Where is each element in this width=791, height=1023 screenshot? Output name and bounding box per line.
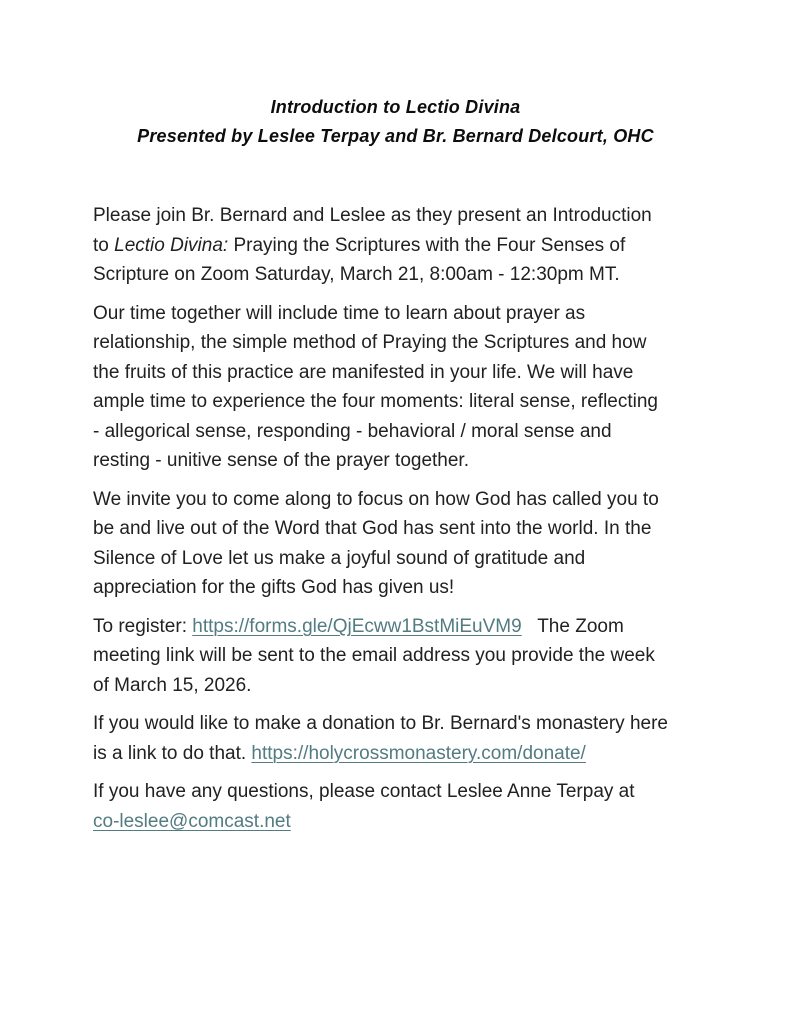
text-span: If you would like to make a donation to Br. Bernard's monastery here — [93, 713, 668, 734]
text-line — [93, 417, 703, 447]
text-span: Lectio Divina: — [114, 234, 229, 256]
email-link[interactable]: co-leslee@comcast.net — [93, 810, 291, 832]
text-line — [93, 201, 703, 231]
paragraph-invitation — [93, 201, 703, 290]
text-line — [93, 573, 703, 603]
text-span: be and live out of the Word that God has sent into the world. In the — [93, 518, 652, 539]
text-span: - allegorical sense, responding - behavioral / moral sense and — [93, 420, 612, 442]
text-line — [93, 671, 703, 701]
text-span: We invite you to come along to focus on how God has called you to — [93, 488, 659, 510]
text-span: the fruits of this practice are manifested in your life. We will have — [93, 361, 634, 383]
donation-link[interactable]: https://holycrossmonastery.com/donate/ — [251, 742, 586, 764]
registration-link[interactable]: https://forms.gle/QjEcww1BstMiEuVM9 — [192, 615, 522, 637]
text-line — [93, 358, 703, 388]
document-body — [93, 201, 703, 836]
text-span: of March 15, 2026. — [93, 674, 252, 696]
paragraph-register — [93, 612, 703, 701]
text-span: Our time together will include time to learn about prayer as — [93, 302, 586, 324]
text-span: resting - unitive sense of the prayer together. — [93, 450, 469, 471]
text-line — [93, 514, 703, 544]
paragraph-description — [93, 299, 703, 476]
text-span: relationship, the simple method of Praying the Scriptures and how — [93, 332, 647, 353]
text-span: Praying the Scriptures with the Four Senses of — [228, 234, 626, 256]
paragraph-donation — [93, 709, 703, 768]
text-line — [93, 446, 703, 476]
text-span: If you have any questions, please contact Leslee Anne Terpay at — [93, 781, 635, 802]
text-line — [93, 299, 703, 329]
text-line — [93, 641, 703, 671]
text-line — [93, 709, 703, 739]
document-title-line-1: Introduction to Lectio Divina — [270, 97, 521, 117]
text-span: The Zoom — [521, 615, 624, 637]
text-span: meeting link will be sent to the email address you provide the week — [93, 645, 655, 666]
text-line — [93, 612, 703, 642]
text-line — [93, 260, 703, 290]
document-title-line-2: Presented by Leslee Terpay and Br. Bernard Delcourt, OHC — [137, 126, 654, 146]
text-span: To register: — [93, 615, 193, 637]
text-span: Scripture on Zoom Saturday, March 21, 8:00am - 12:30pm MT. — [93, 264, 620, 285]
document-title — [0, 0, 791, 151]
text-line — [93, 739, 703, 769]
text-span: is a link to do that. — [93, 742, 252, 764]
text-span: to — [93, 234, 115, 256]
paragraph-invite-focus — [93, 485, 703, 603]
text-span: appreciation for the gifts God has given us! — [93, 577, 455, 598]
text-line — [93, 485, 703, 515]
paragraph-contact — [93, 777, 703, 836]
text-span: Silence of Love let us make a joyful sound of gratitude and — [93, 547, 586, 569]
text-line — [93, 231, 703, 261]
text-line — [93, 387, 703, 417]
text-line — [93, 328, 703, 358]
text-span: Please join Br. Bernard and Leslee as they present an Introduction — [93, 205, 652, 226]
text-span: ample time to experience the four moments: literal sense, reflecting — [93, 391, 658, 412]
text-line — [93, 807, 703, 837]
text-line — [93, 544, 703, 574]
text-line — [93, 777, 703, 807]
